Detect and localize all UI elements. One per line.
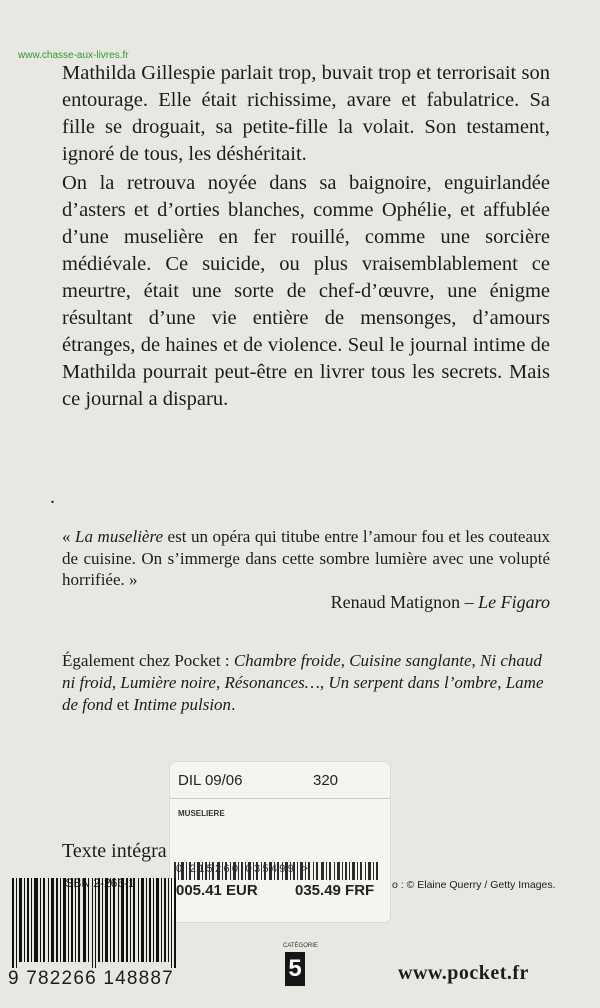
quote-text: « La muselière est un opéra qui titube entre l’amour fou et les couteaux de cuisine. On s’immerge dans cette sombre lumière avec une volupté horrifiée. » xyxy=(62,527,551,589)
stray-mark: . xyxy=(50,486,55,508)
ean-number: 9 782266 148887 xyxy=(8,968,174,989)
also-by-author: Également chez Pocket : Chambre froide, Cuisine sanglante, Ni chaud ni froid, Lumière noire, Résonances…, Un serpent dans l’ombre, Lame de fond et Intime pulsion. xyxy=(62,651,544,714)
quote-book-title: La muselière xyxy=(75,527,164,546)
blurb xyxy=(62,60,550,413)
sticker-number: 320 xyxy=(313,772,339,789)
price-sticker xyxy=(170,762,390,922)
blurb-paragraph-1: Mathilda Gillespie parlait trop, buvait trop et terrorisait son entourage. Elle était richissime, avare et fabulatrice. Sa fille se droguait, sa petite-fille la volait. Son testament, ignoré de tous, les déshéritait. xyxy=(62,62,550,165)
isbn: ISBN xyxy=(62,876,91,890)
press-quote xyxy=(62,526,550,613)
price-frf: 035.49 FRF xyxy=(295,882,375,899)
photo-credit: o : © Elaine Querry / Getty Images. xyxy=(392,879,556,891)
sticker-title: MUSELIERE xyxy=(178,809,225,818)
quote-source: Le Figaro xyxy=(478,591,550,612)
sticker-divider xyxy=(170,798,390,799)
price-eur: 005.41 EUR xyxy=(176,882,258,899)
category-badge: 5 xyxy=(285,952,305,986)
category-label: CATÉGORIE xyxy=(283,943,318,949)
quote-attribution: Renaud Matignon – Le Figaro xyxy=(330,591,550,612)
watermark-url: www.chasse-aux-livres.fr xyxy=(18,50,129,61)
sticker-code: DIL 09/06 xyxy=(178,772,243,789)
isbn-barcode xyxy=(10,878,180,968)
sticker-barcode-digits: 0 215260 035499 > xyxy=(176,863,311,875)
blurb-paragraph-2: On la retrouva noyée dans sa baignoire, enguirlandée d’asters et d’orties blanches, comme Ophélie, et affublée d’une muselière en fer rouillé, comme une sorcière médiévale. Ce suicide, ou plus vraisemblablement ce meurtre, était une sorte de chef-d’œuvre, une énigme résultant d’une vie entière de mensonges, d’amours étranges, de haines et de violence. Seul le journal intime de Mathilda pourrait peut-être en livrer tous les secrets. Mais ce journal a disparu. xyxy=(62,172,550,410)
publisher-url: www.pocket.fr xyxy=(398,962,529,984)
texte-integral: Texte intégra xyxy=(62,840,167,862)
